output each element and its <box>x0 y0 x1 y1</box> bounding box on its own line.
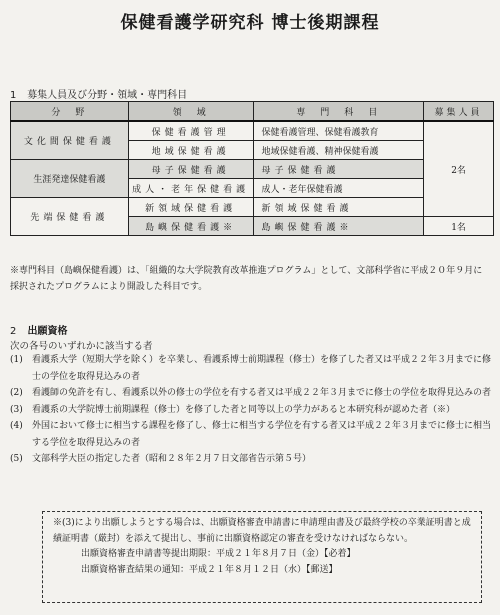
item-text: 文部科学大臣の指定した者（昭和２８年２月７日文部省告示第５号） <box>32 454 312 464</box>
domain-cell: 保健看護管理 <box>128 121 253 141</box>
notice-box <box>42 511 482 603</box>
item-number: (4) <box>10 421 23 431</box>
header-subject: 専 門 科 目 <box>253 102 424 122</box>
field-cell: 生涯発達保健看護 <box>11 160 129 198</box>
section2-title: 出願資格 <box>27 326 68 337</box>
item-text: 看護系大学（短期大学を除く）を卒業し、看護系博士前期課程（修士）を修了した者又は平成２２年３月までに修士の学位を取得見込みの者 <box>32 355 492 382</box>
header-field: 分 野 <box>11 102 129 122</box>
list-item <box>10 418 494 451</box>
subject-cell: 成人・老年保健看護 <box>253 179 424 198</box>
domain-cell: 母子保健看護 <box>128 160 253 179</box>
capacity-cell: 1名 <box>424 217 494 236</box>
section1-number: 1 <box>10 90 17 101</box>
table-row <box>11 121 494 141</box>
subject-cell: 島嶼保健看護※ <box>253 217 424 236</box>
item-number: (1) <box>10 355 23 365</box>
subject-cell: 保健看護管理、保健看護教育 <box>253 121 424 141</box>
item-text: 外国において修士に相当する課程を修了し、修士に相当する学位を有する者又は平成２２年３月までに修士に相当する学位を取得見込みの者 <box>32 421 492 448</box>
table-row <box>11 198 494 217</box>
domain-cell: 地域保健看護 <box>128 141 253 160</box>
qualification-intro: 次の各号のいずれかに該当する者 <box>10 341 153 352</box>
domain-cell: 成人・老年保健看護 <box>128 179 253 198</box>
domain-cell: 新領域保健看護 <box>128 198 253 217</box>
table-footnote: ※専門科目（島嶼保健看護）は、「組織的な大学院教育改革推進プログラム」として、文部科学省に平成２０年９月に採択されたプログラムにより開設した科目です。 <box>10 266 483 292</box>
table-row <box>11 160 494 179</box>
subject-cell: 地域保健看護、精神保健看護 <box>253 141 424 160</box>
item-number: (5) <box>10 454 23 464</box>
item-number: (3) <box>10 404 23 415</box>
list-item <box>10 352 494 385</box>
result-notice-line: 出願資格審査結果の通知：平成２１年８月１２日（水）【郵送】 <box>81 564 338 575</box>
item-number: (2) <box>10 388 23 398</box>
capacity-cell: 2名 <box>424 121 494 217</box>
domain-cell: 島嶼保健看護※ <box>128 217 253 236</box>
item-text: 看護師の免許を有し、看護系以外の修士の学位を有する者又は平成２２年３月までに修士の学位を取得見込みの者 <box>32 388 492 398</box>
qualification-list <box>10 352 494 468</box>
section1-heading <box>10 86 187 101</box>
list-item <box>10 385 494 402</box>
notice-text: ※(3)により出願しようとする場合は、出願資格審査申請書に申請理由書及び最終学校の卒業証明書と成績証明書（厳封）を添えて提出し、事前に出願資格認定の審査を受けなければならない。 <box>53 518 471 544</box>
header-domain: 領 域 <box>128 102 253 122</box>
section2-number: 2 <box>10 326 17 337</box>
section2-heading <box>10 322 67 337</box>
deadline-line: 出願資格審査申請書等提出期限：平成２１年８月７日（金）【必着】 <box>81 549 356 559</box>
subject-cell: 母子保健看護 <box>253 160 424 179</box>
header-capacity: 募集人員 <box>424 102 494 122</box>
page-title: 保健看護学研究科 博士後期課程 <box>120 13 380 33</box>
section1-title: 募集人員及び分野・領域・専門科目 <box>27 90 188 101</box>
list-item <box>10 451 494 468</box>
subject-cell: 新領域保健看護 <box>253 198 424 217</box>
recruitment-table <box>10 101 494 236</box>
list-item <box>10 402 494 419</box>
field-cell: 文化間保健看護 <box>11 121 129 160</box>
item-text: 看護系の大学院博士前期課程（修士）を修了した者と同等以上の学力があると本研究科が認めた者（※） <box>32 404 456 415</box>
table-header-row <box>11 102 494 122</box>
field-cell: 先端保健看護 <box>11 198 129 236</box>
